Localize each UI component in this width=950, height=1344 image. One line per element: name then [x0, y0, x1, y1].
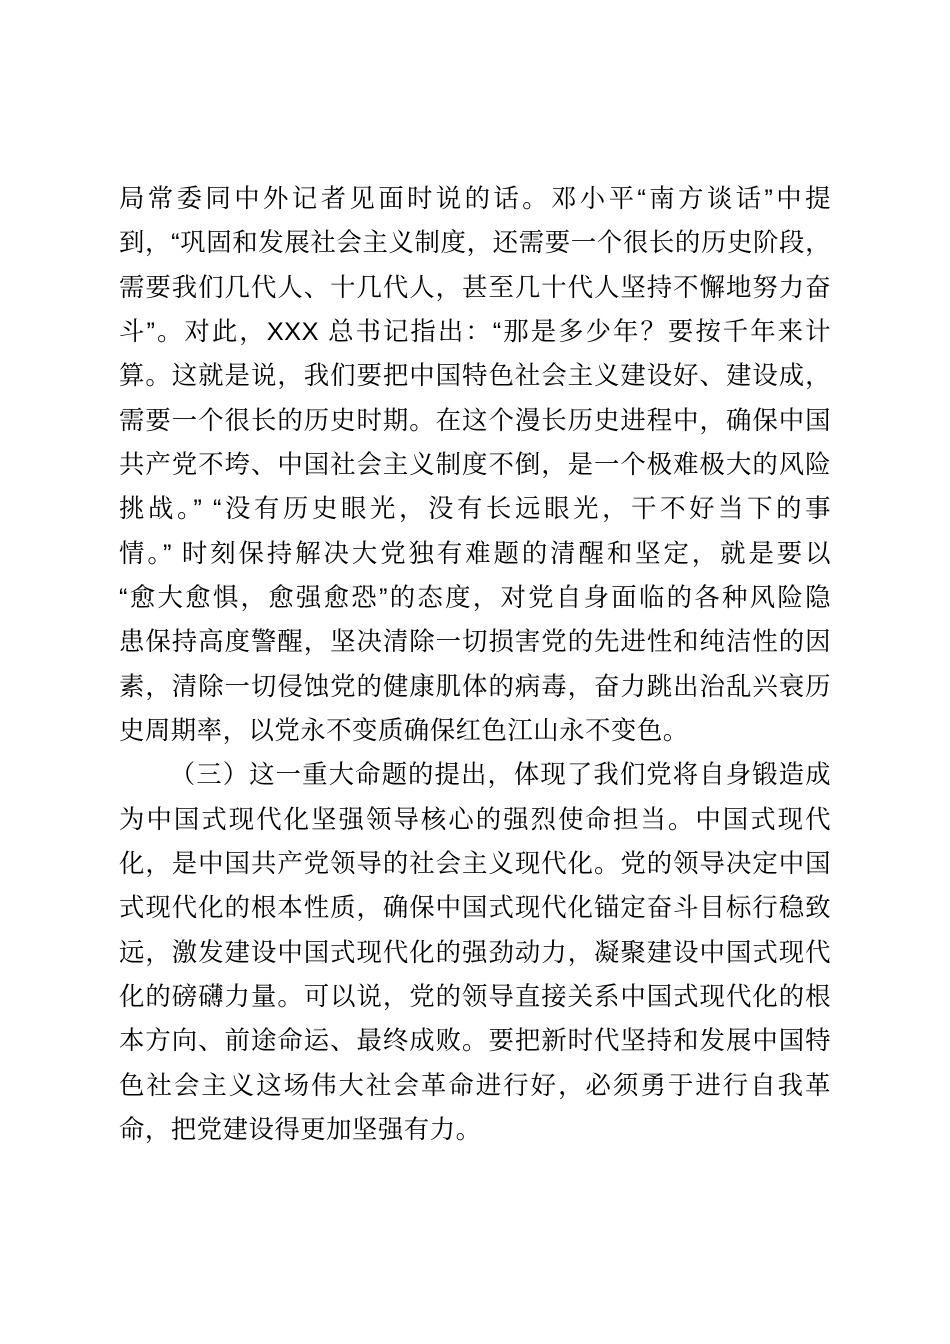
text-line: 需要我们几代人、十几代人，甚至几十代人坚持不懈地努力奋 [119, 273, 831, 302]
text-line: 为中国式现代化坚强领导核心的强烈使命担当。中国式现代 [119, 805, 831, 834]
text-line: 患保持高度警醒，坚决清除一切损害党的先进性和纯洁性的因 [119, 628, 831, 657]
text-line: 本方向、前途命运、最终成败。要把新时代坚持和发展中国特 [119, 1027, 831, 1056]
text-line: 斗”。对此，XXX 总书记指出：“那是多少年？要按千年来计 [119, 317, 831, 346]
text-line: 共产党不垮、中国社会主义制度不倒，是一个极难极大的风险 [119, 450, 831, 479]
text-line: 情。” 时刻保持解决大党独有难题的清醒和坚定，就是要以 [119, 539, 831, 568]
document-body [119, 177, 831, 1152]
text-line: 远，激发建设中国式现代化的强劲动力，凝聚建设中国式现代 [119, 938, 831, 967]
text-line: 局常委同中外记者见面时说的话。邓小平“南方谈话”中提 [119, 185, 831, 213]
text-line: 到，“巩固和发展社会主义制度，还需要一个很长的历史阶段， [119, 229, 831, 258]
text-line: （三）这一重大命题的提出，体现了我们党将自身锻造成 [169, 761, 831, 790]
text-line: 算。这就是说，我们要把中国特色社会主义建设好、建设成， [119, 362, 831, 391]
text-line: 式现代化的根本性质，确保中国式现代化锚定奋斗目标行稳致 [119, 894, 831, 923]
text-line: “愈大愈惧，愈强愈恐”的态度，对党自身面临的各种风险隐 [119, 583, 831, 612]
text-line: 史周期率，以党永不变质确保红色江山永不变色。 [119, 716, 689, 745]
text-line: 挑战。” “没有历史眼光，没有长远眼光，干不好当下的事 [119, 495, 831, 524]
text-line: 化的磅礴力量。可以说，党的领导直接关系中国式现代化的根 [119, 982, 831, 1011]
text-line: 命，把党建设得更加坚强有力。 [119, 1115, 482, 1144]
text-line: 色社会主义这场伟大社会革命进行好，必须勇于进行自我革 [119, 1071, 831, 1100]
text-line: 需要一个很长的历史时期。在这个漫长历史进程中，确保中国 [119, 406, 831, 435]
text-line: 化，是中国共产党领导的社会主义现代化。党的领导决定中国 [119, 849, 831, 878]
text-line: 素，清除一切侵蚀党的健康肌体的病毒，奋力跳出治乱兴衰历 [119, 672, 831, 701]
